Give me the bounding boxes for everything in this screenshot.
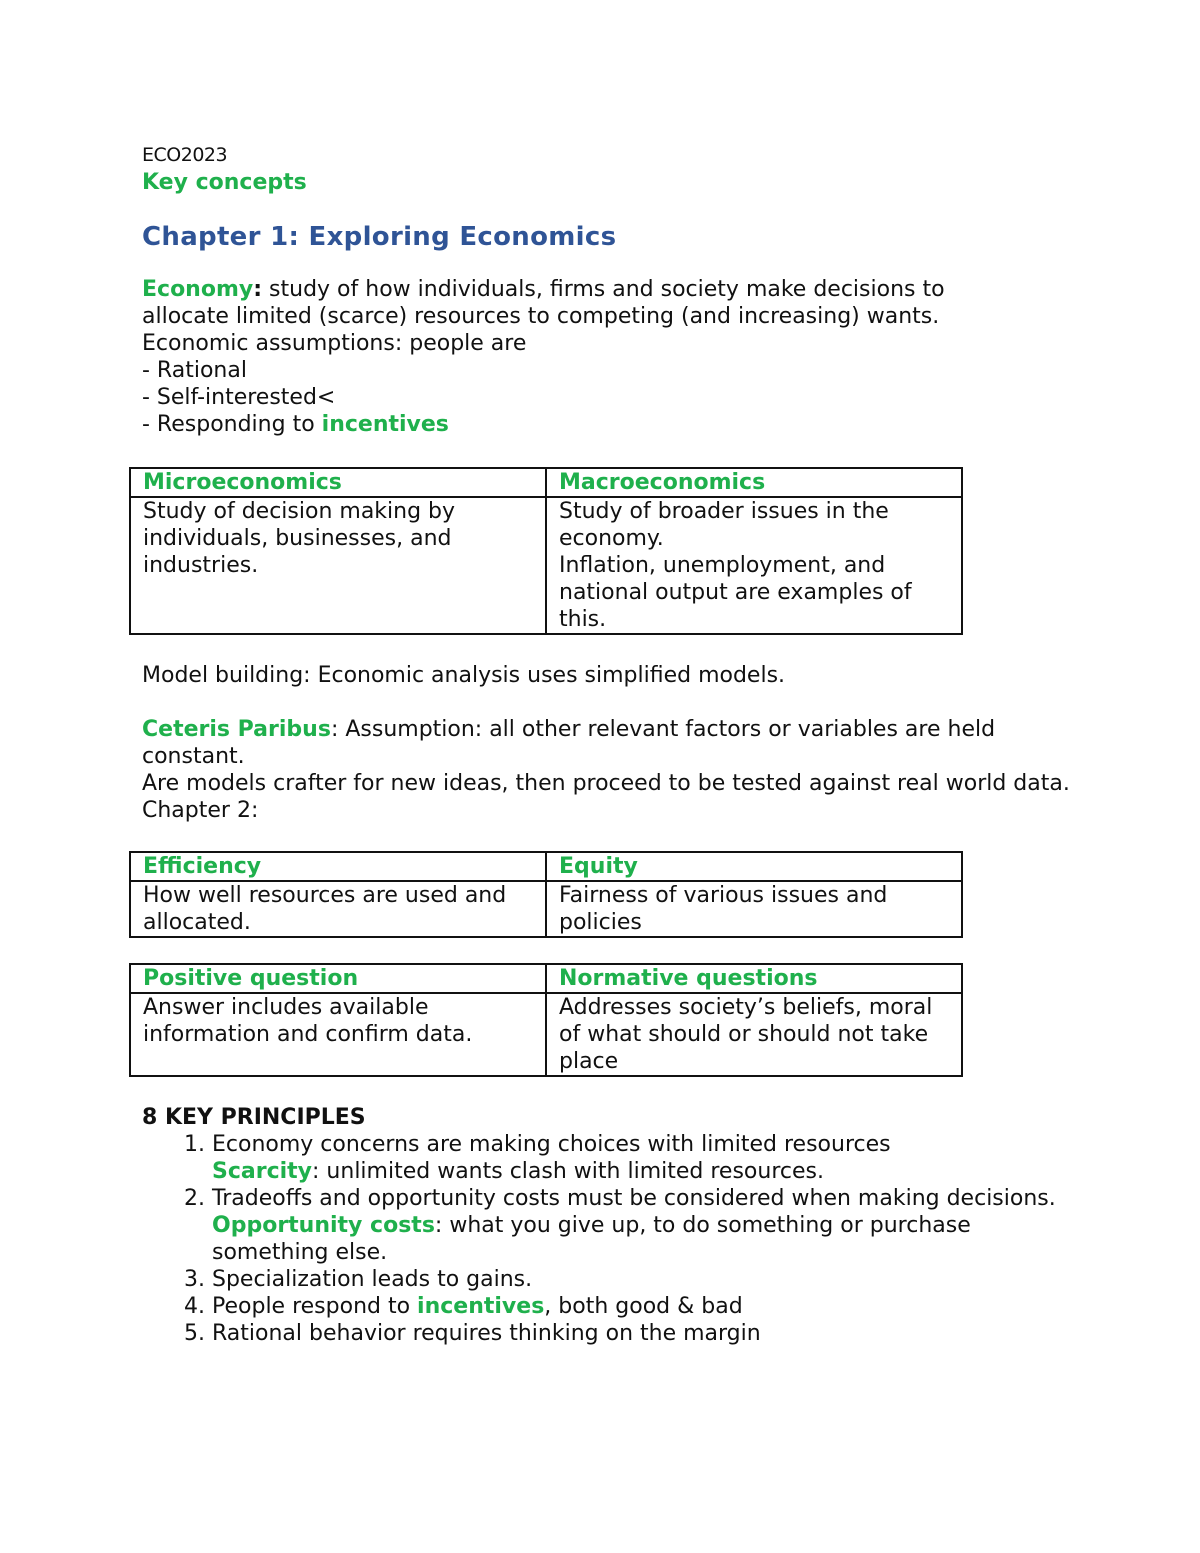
equity-header: Equity <box>546 852 962 881</box>
micro-macro-table <box>129 467 963 635</box>
principle-4-suffix: , both good & bad <box>544 1294 743 1319</box>
scarcity-def: : unlimited wants clash with limited resources. <box>312 1159 824 1184</box>
macro-text-1: Study of broader issues in the economy. <box>559 499 889 551</box>
economy-def-line2: allocate limited (scarce) resources to competing (and increasing) wants. <box>142 304 940 329</box>
document-page <box>142 142 1072 1347</box>
macro-text-2: Inflation, unemployment, and national output are examples of this. <box>559 553 912 632</box>
efficiency-header: Efficiency <box>130 852 546 881</box>
ceteris-paribus-term: Ceteris Paribus <box>142 717 331 742</box>
incentives-term-principle: incentives <box>417 1294 545 1319</box>
microeconomics-cell: Study of decision making by individuals, businesses, and industries. <box>130 497 546 634</box>
ceteris-paribus-def: : Assumption: all other relevant factors or variables are held constant. <box>142 717 996 769</box>
economy-def-line1: study of how individuals, firms and society make decisions to <box>262 277 945 302</box>
ceteris-paribus-definition <box>142 716 1072 770</box>
economy-term: Economy <box>142 277 254 302</box>
principle-item <box>212 1185 1072 1266</box>
chapter-1-title: Chapter 1: Exploring Economics <box>142 222 617 252</box>
efficiency-cell: How well resources are used and allocated. <box>130 881 546 937</box>
principle-item: 5. Rational behavior requires thinking on the margin <box>212 1320 1072 1347</box>
course-code: ECO2023 <box>142 144 228 166</box>
normative-questions-cell: Addresses society’s beliefs, moral of what should or should not take place <box>546 993 962 1076</box>
opportunity-costs-def: : what you give up, to do something or purchase something else. <box>212 1213 971 1265</box>
macroeconomics-header: Macroeconomics <box>546 468 962 497</box>
principle-item <box>212 1293 1072 1320</box>
models-text: Are models crafter for new ideas, then proceed to be tested against real world data. <box>142 771 1070 796</box>
economy-definition <box>142 276 1072 330</box>
principle-2-text: Tradeoffs and opportunity costs must be considered when making decisions. <box>212 1186 1056 1211</box>
chapter-2-label: Chapter 2: <box>142 798 259 823</box>
key-principles-title: 8 KEY PRINCIPLES <box>142 1105 366 1130</box>
assumption-item: - Self-interested< <box>142 385 336 410</box>
principle-1-text: Economy concerns are making choices with limited resources <box>212 1132 891 1157</box>
principle-item <box>212 1131 1072 1185</box>
macroeconomics-cell <box>546 497 962 634</box>
opportunity-costs-term: Opportunity costs <box>212 1213 435 1238</box>
assumption-3-prefix: - Responding to <box>142 412 322 437</box>
positive-question-cell: Answer includes available information and confirm data. <box>130 993 546 1076</box>
positive-normative-table <box>129 963 963 1077</box>
efficiency-equity-table <box>129 851 963 938</box>
economy-colon: : <box>253 277 263 302</box>
model-building-text: Model building: Economic analysis uses simplified models. <box>142 663 786 688</box>
normative-questions-header: Normative questions <box>546 964 962 993</box>
principle-4-prefix: People respond to <box>212 1294 418 1319</box>
assumptions-intro: Economic assumptions: people are <box>142 331 527 356</box>
scarcity-term: Scarcity <box>212 1159 313 1184</box>
microeconomics-header: Microeconomics <box>130 468 546 497</box>
incentives-term: incentives <box>321 412 449 437</box>
assumption-item: - Rational <box>142 358 247 383</box>
key-concepts-heading: Key concepts <box>142 170 307 195</box>
positive-question-header: Positive question <box>130 964 546 993</box>
principle-item: 3. Specialization leads to gains. <box>212 1266 1072 1293</box>
key-principles-list <box>142 1131 1072 1347</box>
equity-cell: Fairness of various issues and policies <box>546 881 962 937</box>
assumption-item <box>142 411 1072 438</box>
